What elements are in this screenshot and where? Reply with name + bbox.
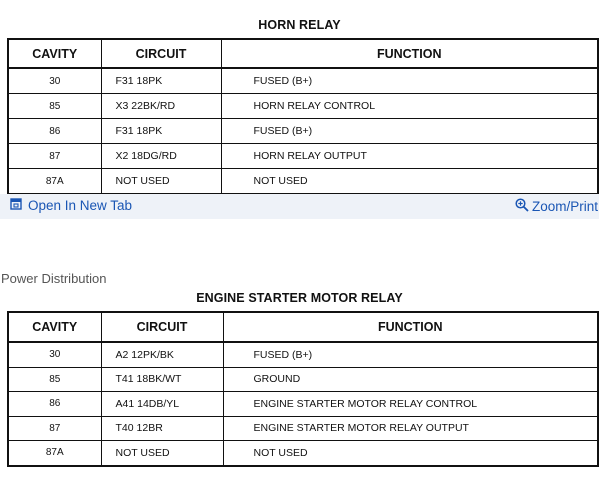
table-header-row [8,39,598,68]
open-in-new-tab-icon [10,198,22,213]
function-cell: HORN RELAY OUTPUT [221,144,598,169]
zoom-print-link[interactable] [515,198,598,215]
circuit-cell: F31 18PK [101,119,221,144]
column-header-function: FUNCTION [223,312,598,342]
function-cell: NOT USED [223,441,598,466]
function-cell: FUSED (B+) [223,342,598,367]
function-cell: ENGINE STARTER MOTOR RELAY CONTROL [223,392,598,417]
table-row [8,119,598,144]
table-row [8,94,598,119]
column-header-cavity: CAVITY [8,312,101,342]
function-cell: ENGINE STARTER MOTOR RELAY OUTPUT [223,416,598,441]
circuit-cell: NOT USED [101,441,223,466]
circuit-cell: T41 18BK/WT [101,367,223,392]
cavity-cell: 30 [8,342,101,367]
cavity-cell: 87 [8,416,101,441]
cavity-cell: 87A [8,441,101,466]
figure-toolbar [0,194,599,219]
table-row [8,169,598,195]
cavity-cell: 85 [8,367,101,392]
table-row [8,416,598,441]
function-cell: FUSED (B+) [221,119,598,144]
cavity-cell: 30 [8,68,101,94]
horn-relay-table [7,38,599,195]
function-cell: FUSED (B+) [221,68,598,94]
column-header-circuit: CIRCUIT [101,39,221,68]
table-row [8,342,598,367]
cavity-cell: 85 [8,94,101,119]
column-header-cavity: CAVITY [8,39,101,68]
open-in-new-tab-link[interactable] [10,198,132,213]
cavity-cell: 87A [8,169,101,195]
cavity-cell: 86 [8,392,101,417]
table-header-row [8,312,598,342]
table-row [8,68,598,94]
starter-relay-table[interactable] [7,311,599,467]
circuit-cell: X3 22BK/RD [101,94,221,119]
circuit-cell: F31 18PK [101,68,221,94]
zoom-magnifier-icon [515,198,529,215]
circuit-cell: A2 12PK/BK [101,342,223,367]
circuit-cell: T40 12BR [101,416,223,441]
starter-relay-title: ENGINE STARTER MOTOR RELAY [196,291,403,305]
table-row [8,441,598,466]
circuit-cell: NOT USED [101,169,221,195]
cavity-cell: 87 [8,144,101,169]
horn-relay-title: HORN RELAY [258,18,341,32]
function-cell: GROUND [223,367,598,392]
table-row [8,392,598,417]
table-row [8,367,598,392]
cavity-cell: 86 [8,119,101,144]
horn-relay-figure[interactable] [0,0,599,196]
column-header-function: FUNCTION [221,39,598,68]
circuit-cell: A41 14DB/YL [101,392,223,417]
column-header-circuit: CIRCUIT [101,312,223,342]
circuit-cell: X2 18DG/RD [101,144,221,169]
table-row [8,144,598,169]
section-heading: Power Distribution [1,271,107,286]
zoom-print-label: Zoom/Print [531,199,598,214]
function-cell: HORN RELAY CONTROL [221,94,598,119]
function-cell: NOT USED [221,169,598,195]
open-in-new-tab-label: Open In New Tab [28,198,133,213]
